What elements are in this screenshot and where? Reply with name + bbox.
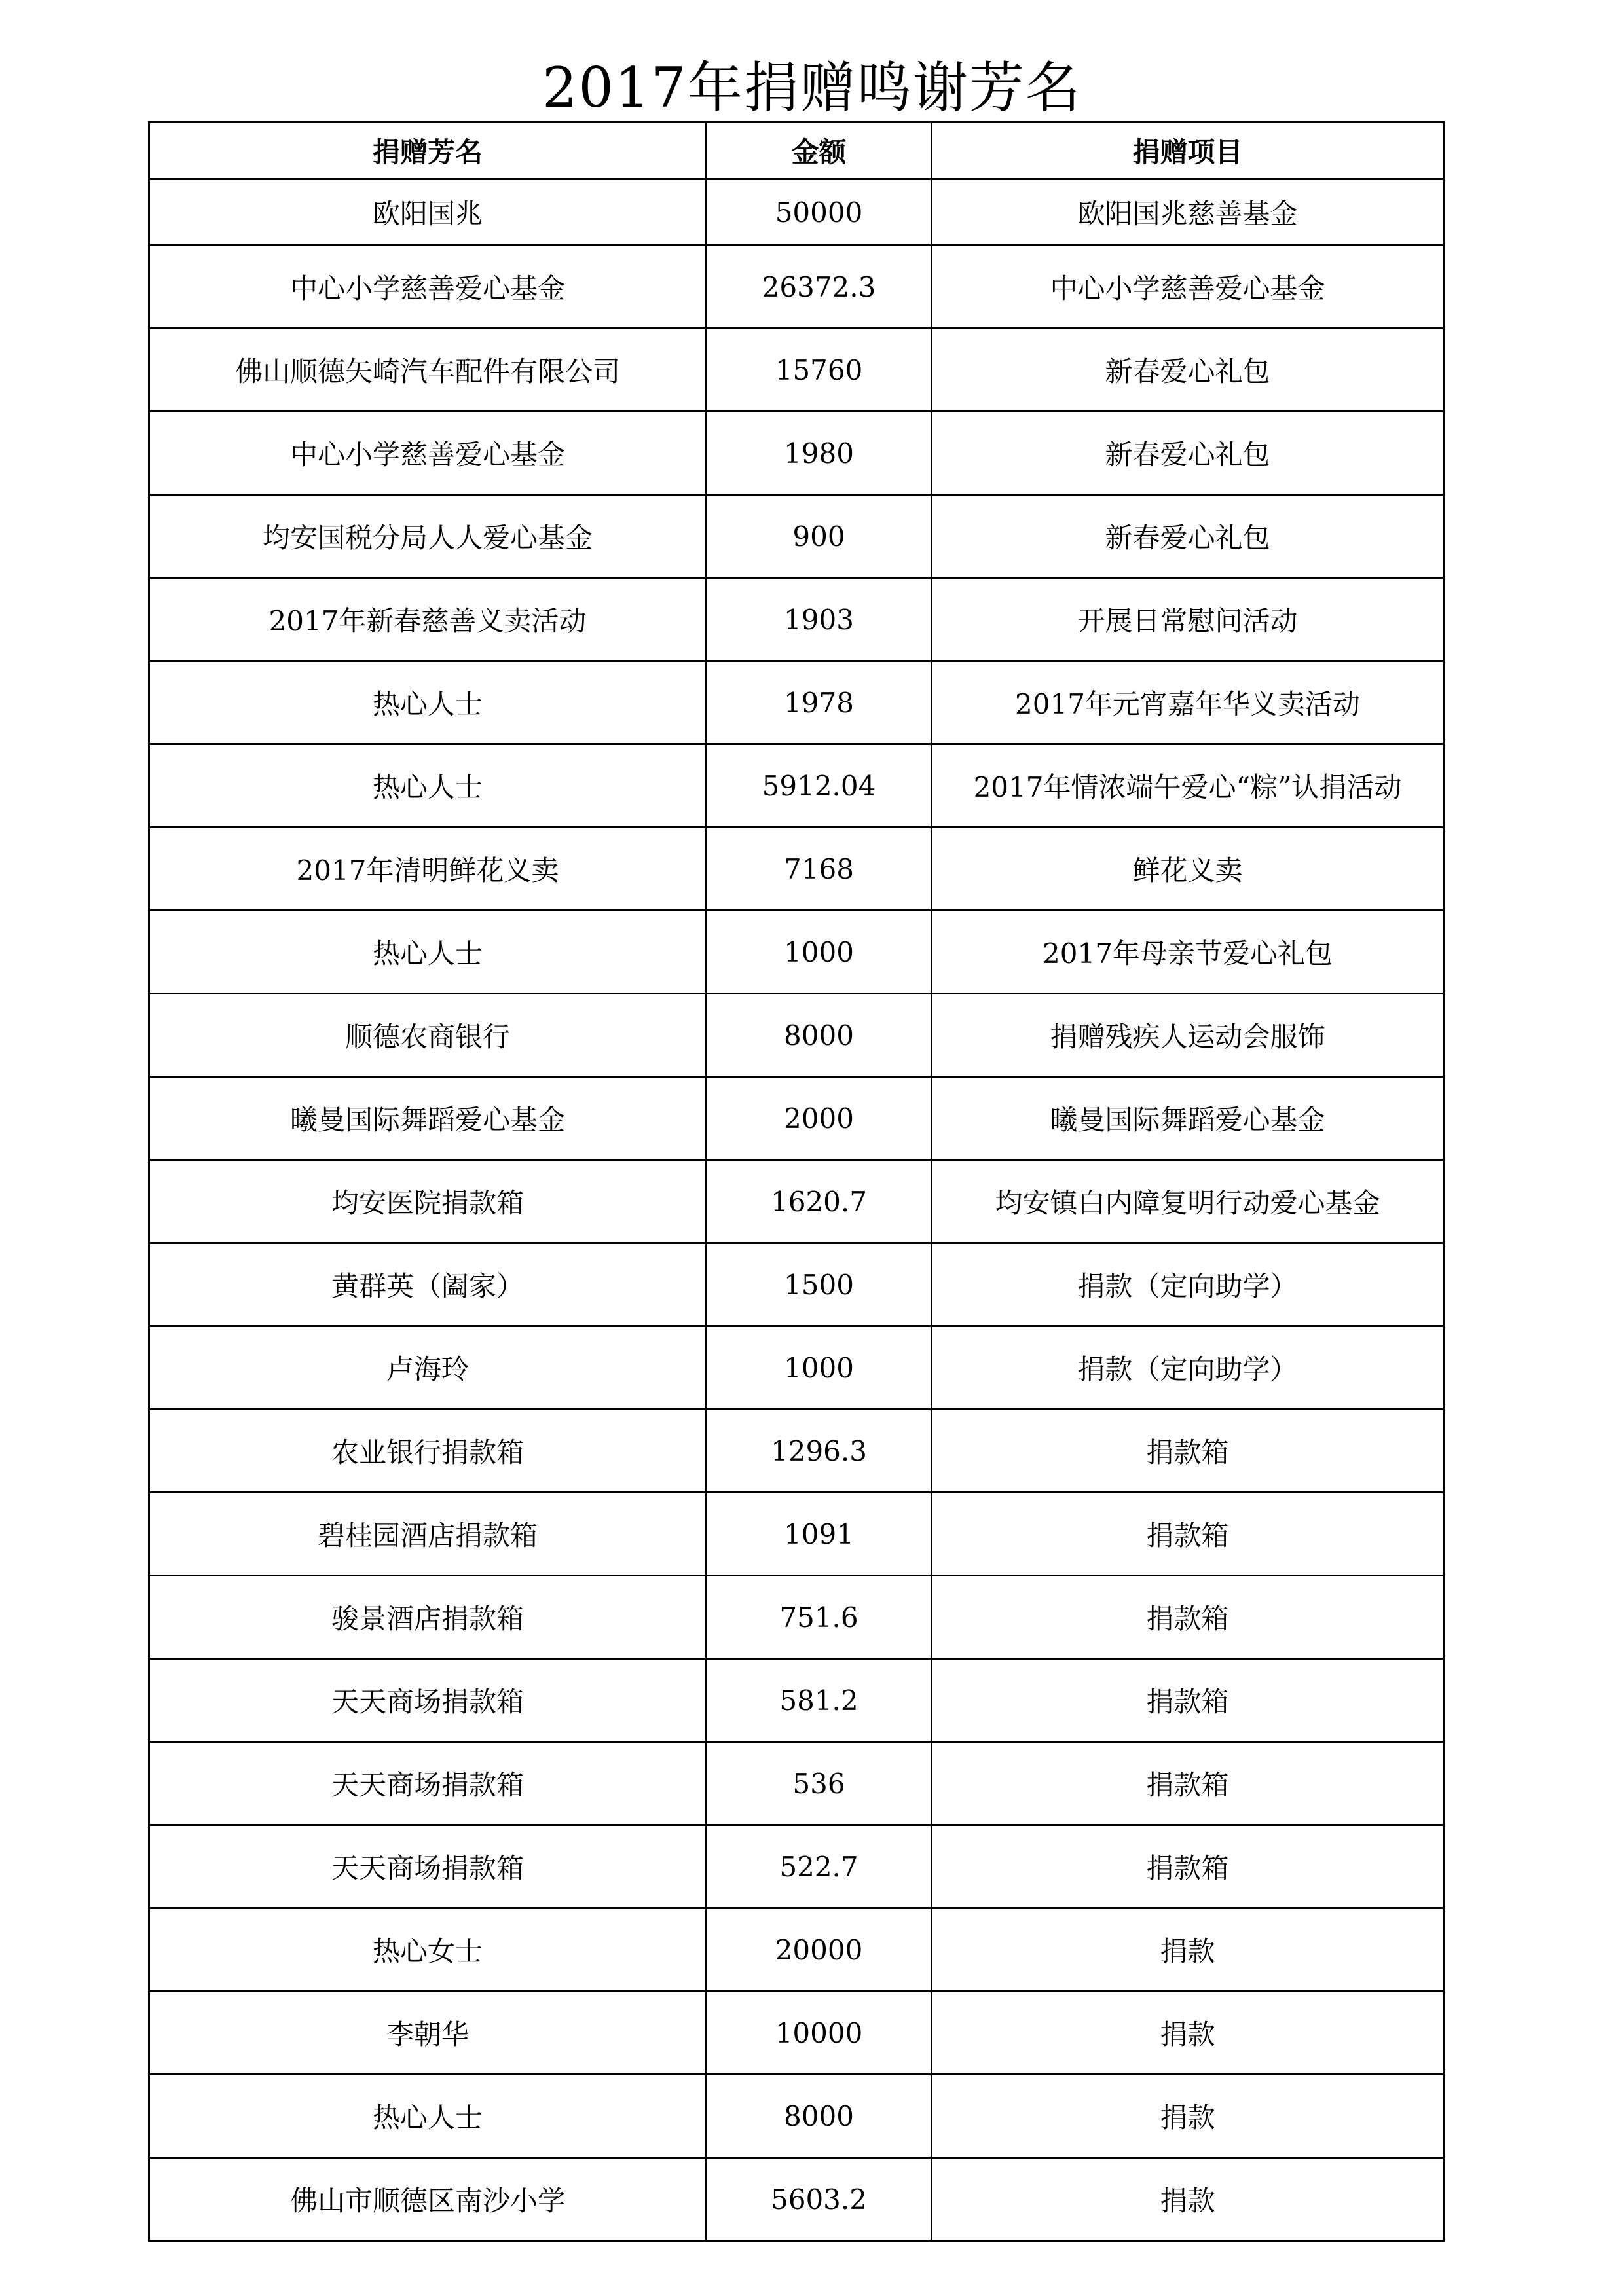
donor-name-cell: 曦曼国际舞蹈爱心基金 [149,1077,707,1160]
amount-cell: 1500 [707,1243,932,1326]
amount-cell: 20000 [707,1908,932,1992]
donor-name-cell: 2017年新春慈善义卖活动 [149,578,707,661]
table-row [149,1493,1444,1576]
donor-name-cell: 天天商场捐款箱 [149,1825,707,1908]
donor-name-cell: 黄群英（阖家） [149,1243,707,1326]
donor-name-cell: 欧阳国兆 [149,179,707,246]
donor-name-cell: 李朝华 [149,1992,707,2075]
table-row [149,1243,1444,1326]
donor-name-cell: 均安医院捐款箱 [149,1160,707,1243]
donor-name-cell: 顺德农商银行 [149,994,707,1077]
donor-name-cell: 骏景酒店捐款箱 [149,1576,707,1659]
project-cell: 捐款 [932,2158,1444,2241]
amount-cell: 522.7 [707,1825,932,1908]
amount-cell: 7168 [707,828,932,911]
table-row [149,495,1444,578]
page-title: 2017年捐赠鸣谢芳名 [542,56,1082,120]
donor-name-cell: 中心小学慈善爱心基金 [149,246,707,329]
project-cell: 新春爱心礼包 [932,329,1444,412]
project-cell: 2017年元宵嘉年华义卖活动 [932,661,1444,744]
table-row [149,412,1444,495]
amount-cell: 5912.04 [707,744,932,828]
table-row [149,2075,1444,2158]
table-row [149,329,1444,412]
table-row [149,578,1444,661]
project-cell: 捐款箱 [932,1742,1444,1825]
table-row [149,1576,1444,1659]
donor-name-cell: 卢海玲 [149,1326,707,1410]
amount-cell: 1091 [707,1493,932,1576]
header-amount: 金额 [707,122,932,179]
amount-cell: 1903 [707,578,932,661]
amount-cell: 1978 [707,661,932,744]
project-cell: 捐款箱 [932,1825,1444,1908]
table-row [149,661,1444,744]
donor-name-cell: 天天商场捐款箱 [149,1659,707,1742]
amount-cell: 1980 [707,412,932,495]
table-row [149,1659,1444,1742]
table-row [149,246,1444,329]
table-row [149,1160,1444,1243]
table-row [149,1326,1444,1410]
amount-cell: 751.6 [707,1576,932,1659]
donor-name-cell: 佛山市顺德区南沙小学 [149,2158,707,2241]
donor-name-cell: 热心人士 [149,2075,707,2158]
table-body [149,179,1444,2241]
amount-cell: 15760 [707,329,932,412]
table-row [149,1410,1444,1493]
table-row [149,911,1444,994]
donor-name-cell: 均安国税分局人人爱心基金 [149,495,707,578]
project-cell: 均安镇白内障复明行动爱心基金 [932,1160,1444,1243]
table-row [149,1825,1444,1908]
amount-cell: 581.2 [707,1659,932,1742]
table-row [149,1992,1444,2075]
project-cell: 捐款箱 [932,1410,1444,1493]
amount-cell: 50000 [707,179,932,246]
table-row [149,828,1444,911]
project-cell: 捐款 [932,2075,1444,2158]
project-cell: 新春爱心礼包 [932,412,1444,495]
amount-cell: 26372.3 [707,246,932,329]
project-cell: 捐款 [932,1908,1444,1992]
project-cell: 捐款（定向助学） [932,1326,1444,1410]
table-row [149,179,1444,246]
project-cell: 2017年情浓端午爱心“粽”认捐活动 [932,744,1444,828]
donor-name-cell: 佛山顺德矢崎汽车配件有限公司 [149,329,707,412]
project-cell: 捐赠残疾人运动会服饰 [932,994,1444,1077]
amount-cell: 900 [707,495,932,578]
amount-cell: 1296.3 [707,1410,932,1493]
amount-cell: 10000 [707,1992,932,2075]
project-cell: 开展日常慰问活动 [932,578,1444,661]
table-row [149,994,1444,1077]
project-cell: 鲜花义卖 [932,828,1444,911]
table-row [149,1742,1444,1825]
project-cell: 新春爱心礼包 [932,495,1444,578]
header-donor-name: 捐赠芳名 [149,122,707,179]
donor-name-cell: 热心人士 [149,744,707,828]
project-cell: 捐款箱 [932,1493,1444,1576]
header-project: 捐赠项目 [932,122,1444,179]
amount-cell: 5603.2 [707,2158,932,2241]
amount-cell: 1000 [707,1326,932,1410]
project-cell: 2017年母亲节爱心礼包 [932,911,1444,994]
amount-cell: 8000 [707,2075,932,2158]
donor-name-cell: 碧桂园酒店捐款箱 [149,1493,707,1576]
project-cell: 捐款（定向助学） [932,1243,1444,1326]
amount-cell: 1000 [707,911,932,994]
project-cell: 中心小学慈善爱心基金 [932,246,1444,329]
amount-cell: 536 [707,1742,932,1825]
project-cell: 捐款箱 [932,1659,1444,1742]
table-row [149,2158,1444,2241]
amount-cell: 8000 [707,994,932,1077]
donor-name-cell: 热心女士 [149,1908,707,1992]
table-row [149,744,1444,828]
table-row [149,1908,1444,1992]
amount-cell: 1620.7 [707,1160,932,1243]
amount-cell: 2000 [707,1077,932,1160]
donor-name-cell: 中心小学慈善爱心基金 [149,412,707,495]
table-row [149,1077,1444,1160]
project-cell: 捐款箱 [932,1576,1444,1659]
donor-name-cell: 2017年清明鲜花义卖 [149,828,707,911]
project-cell: 欧阳国兆慈善基金 [932,179,1444,246]
table-header-row [149,122,1444,179]
project-cell: 捐款 [932,1992,1444,2075]
donor-name-cell: 热心人士 [149,911,707,994]
donor-name-cell: 天天商场捐款箱 [149,1742,707,1825]
donor-name-cell: 热心人士 [149,661,707,744]
project-cell: 曦曼国际舞蹈爱心基金 [932,1077,1444,1160]
donor-name-cell: 农业银行捐款箱 [149,1410,707,1493]
donor-table [148,121,1445,2242]
